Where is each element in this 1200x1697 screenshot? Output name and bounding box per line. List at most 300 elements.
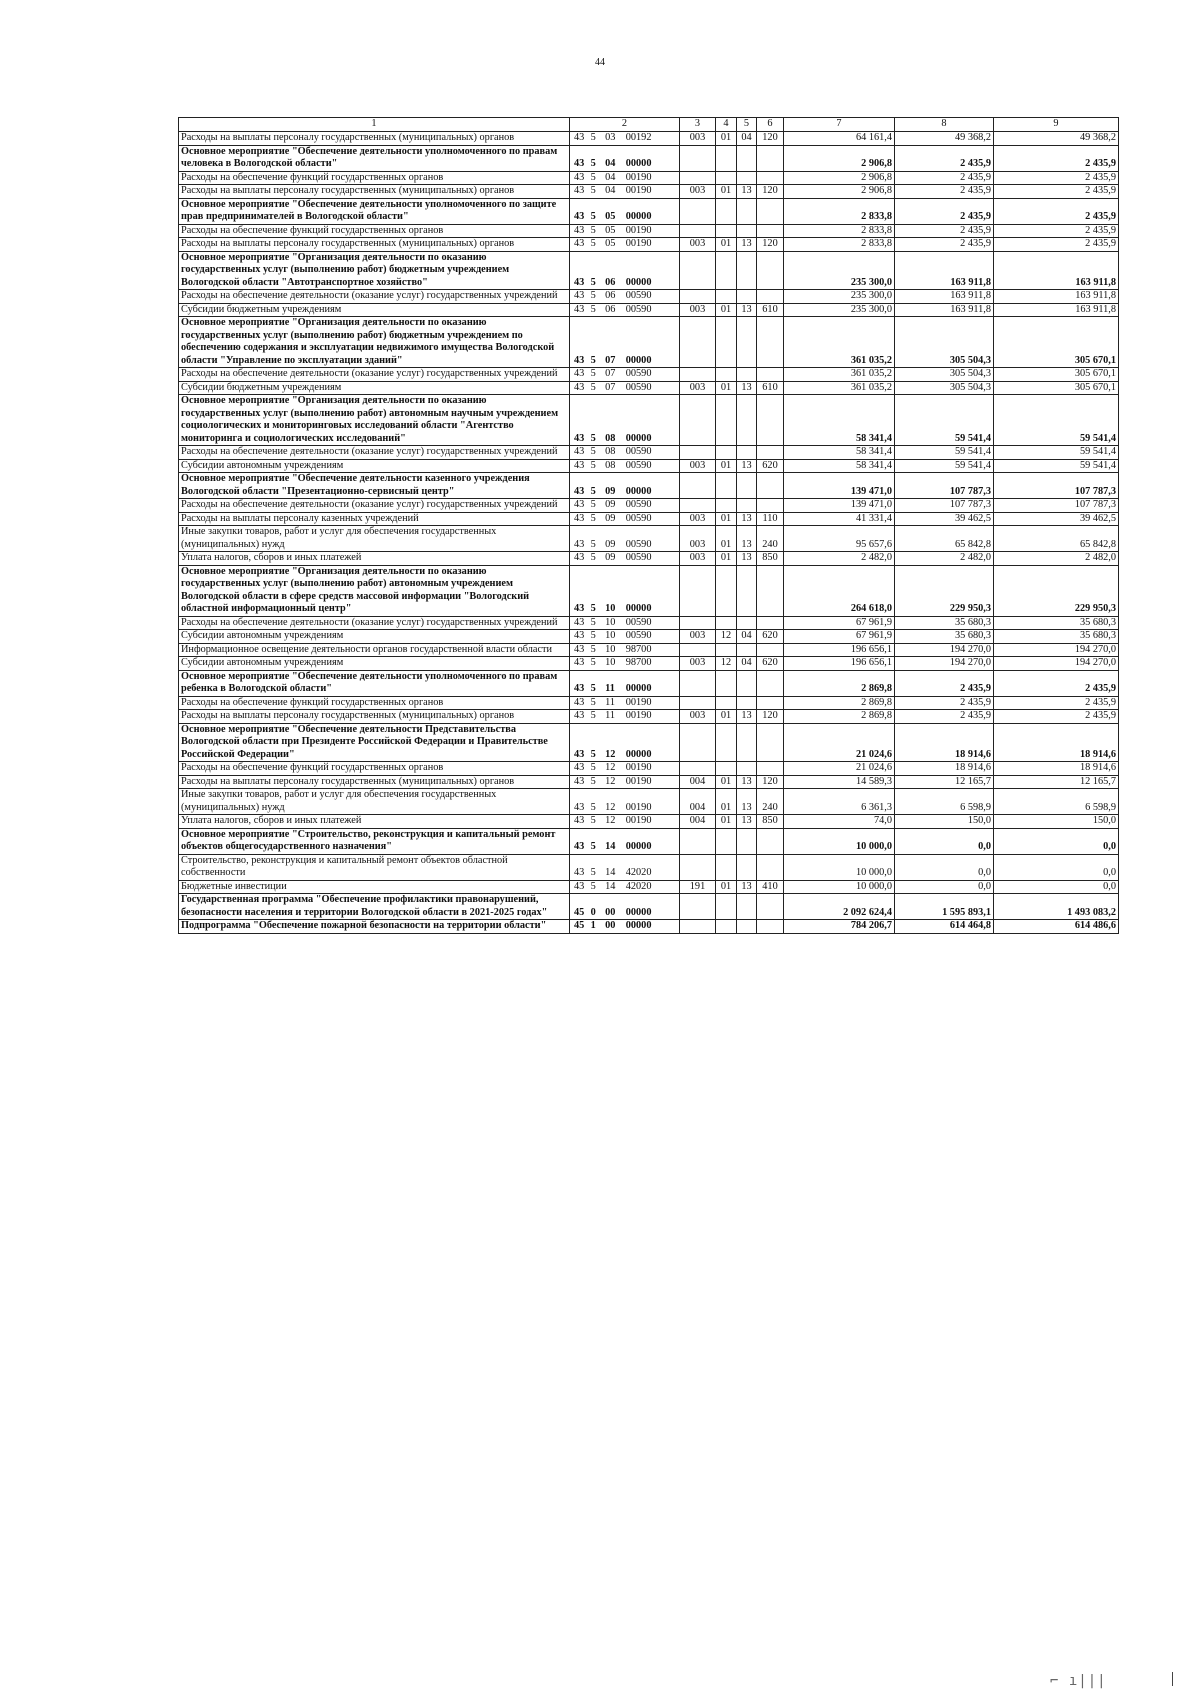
code-subprogram: 5 bbox=[590, 211, 596, 222]
row-code bbox=[570, 710, 680, 724]
code-subprogram: 0 bbox=[590, 906, 596, 918]
row-col-4 bbox=[716, 198, 737, 224]
code-direction: 00000 bbox=[625, 432, 652, 444]
row-value-8: 6 598,9 bbox=[895, 789, 994, 815]
table-row bbox=[179, 303, 1119, 317]
row-col-6 bbox=[757, 368, 784, 382]
code-subprogram: 5 bbox=[590, 815, 596, 826]
table-row bbox=[179, 251, 1119, 290]
header-col-5: 5 bbox=[737, 118, 757, 132]
row-col-3: 003 bbox=[680, 630, 716, 644]
row-code bbox=[570, 854, 680, 880]
row-col-4: 01 bbox=[716, 775, 737, 789]
code-program: 43 bbox=[574, 867, 585, 878]
header-col-2: 2 bbox=[570, 118, 680, 132]
row-name: Бюджетные инвестиции bbox=[179, 880, 570, 894]
row-col-5 bbox=[737, 565, 757, 616]
row-col-3 bbox=[680, 920, 716, 934]
row-value-8: 614 464,8 bbox=[895, 920, 994, 934]
row-col-6: 410 bbox=[757, 880, 784, 894]
scan-mark: ⌐ ı||| bbox=[1050, 1673, 1107, 1689]
row-col-4: 01 bbox=[716, 815, 737, 829]
table-row bbox=[179, 828, 1119, 854]
row-value-9: 305 670,1 bbox=[994, 317, 1119, 368]
code-subprogram: 5 bbox=[590, 630, 596, 641]
row-code bbox=[570, 395, 680, 446]
code-activity: 07 bbox=[605, 354, 616, 366]
row-code bbox=[570, 224, 680, 238]
row-col-5: 13 bbox=[737, 775, 757, 789]
row-name: Государственная программа "Обеспечение профилактики правонарушений, безопасности населения и территории Вологодской области в 2021-2025 годах" bbox=[179, 894, 570, 920]
row-value-7: 2 869,8 bbox=[784, 710, 895, 724]
code-activity: 08 bbox=[605, 432, 616, 444]
table-row bbox=[179, 526, 1119, 552]
table-row bbox=[179, 224, 1119, 238]
header-row bbox=[179, 118, 1119, 132]
row-col-3: 191 bbox=[680, 880, 716, 894]
row-value-9: 150,0 bbox=[994, 815, 1119, 829]
row-col-5: 13 bbox=[737, 552, 757, 566]
row-name: Основное мероприятие "Обеспечение деятельности уполномоченного по правам ребенка в Вологодской области" bbox=[179, 670, 570, 696]
row-col-6: 850 bbox=[757, 815, 784, 829]
row-name: Расходы на обеспечение деятельности (оказание услуг) государственных учреждений bbox=[179, 499, 570, 513]
row-col-3 bbox=[680, 670, 716, 696]
code-subprogram: 5 bbox=[590, 710, 596, 721]
row-value-9: 0,0 bbox=[994, 854, 1119, 880]
row-col-4 bbox=[716, 762, 737, 776]
row-col-4 bbox=[716, 446, 737, 460]
code-subprogram: 5 bbox=[590, 538, 596, 550]
row-value-8: 0,0 bbox=[895, 880, 994, 894]
code-direction: 00190 bbox=[625, 762, 652, 773]
code-program: 43 bbox=[574, 224, 585, 236]
row-value-7: 58 341,4 bbox=[784, 459, 895, 473]
header-col-1: 1 bbox=[179, 118, 570, 132]
row-value-8: 2 435,9 bbox=[895, 224, 994, 238]
row-name: Уплата налогов, сборов и иных платежей bbox=[179, 815, 570, 829]
code-program: 43 bbox=[574, 616, 585, 628]
code-activity: 06 bbox=[605, 276, 616, 288]
header-col-3: 3 bbox=[680, 118, 716, 132]
row-value-9: 18 914,6 bbox=[994, 723, 1119, 762]
code-program: 43 bbox=[574, 603, 585, 614]
code-program: 43 bbox=[574, 368, 585, 379]
row-col-4 bbox=[716, 723, 737, 762]
row-value-7: 2 833,8 bbox=[784, 224, 895, 238]
row-col-3: 003 bbox=[680, 710, 716, 724]
row-code bbox=[570, 696, 680, 710]
row-col-6 bbox=[757, 395, 784, 446]
row-value-9: 163 911,8 bbox=[994, 290, 1119, 304]
row-col-6: 110 bbox=[757, 512, 784, 526]
code-activity: 04 bbox=[605, 185, 616, 196]
row-name: Расходы на обеспечение деятельности (оказание услуг) государственных учреждений bbox=[179, 616, 570, 630]
row-col-6 bbox=[757, 920, 784, 934]
row-code bbox=[570, 616, 680, 630]
code-activity: 11 bbox=[605, 710, 616, 721]
row-name: Расходы на выплаты персоналу государственных (муниципальных) органов bbox=[179, 775, 570, 789]
row-col-4 bbox=[716, 251, 737, 290]
row-value-8: 2 482,0 bbox=[895, 552, 994, 566]
code-program: 43 bbox=[574, 303, 585, 315]
code-activity: 09 bbox=[605, 538, 616, 550]
row-col-5: 13 bbox=[737, 303, 757, 317]
code-direction: 00590 bbox=[625, 459, 652, 471]
code-direction: 00190 bbox=[625, 696, 652, 708]
row-value-9: 0,0 bbox=[994, 828, 1119, 854]
row-col-3 bbox=[680, 446, 716, 460]
row-value-7: 21 024,6 bbox=[784, 723, 895, 762]
row-value-8: 163 911,8 bbox=[895, 303, 994, 317]
row-col-5 bbox=[737, 198, 757, 224]
table-row bbox=[179, 670, 1119, 696]
row-col-4: 01 bbox=[716, 789, 737, 815]
code-activity: 09 bbox=[605, 499, 616, 510]
code-program: 43 bbox=[574, 211, 585, 222]
row-col-6: 120 bbox=[757, 185, 784, 199]
row-col-4 bbox=[716, 565, 737, 616]
row-col-6 bbox=[757, 894, 784, 920]
code-program: 43 bbox=[574, 512, 585, 524]
row-col-4: 01 bbox=[716, 552, 737, 566]
row-code bbox=[570, 775, 680, 789]
row-name: Субсидии бюджетным учреждениям bbox=[179, 303, 570, 317]
row-value-9: 35 680,3 bbox=[994, 616, 1119, 630]
row-code bbox=[570, 145, 680, 171]
row-name: Строительство, реконструкция и капитальный ремонт объектов областной собственности bbox=[179, 854, 570, 880]
row-value-8: 35 680,3 bbox=[895, 616, 994, 630]
code-subprogram: 5 bbox=[590, 368, 596, 379]
row-value-8: 305 504,3 bbox=[895, 381, 994, 395]
code-subprogram: 5 bbox=[590, 512, 596, 524]
row-value-7: 2 906,8 bbox=[784, 171, 895, 185]
row-name: Расходы на выплаты персоналу государственных (муниципальных) органов bbox=[179, 238, 570, 252]
code-subprogram: 5 bbox=[590, 132, 596, 143]
code-activity: 08 bbox=[605, 446, 616, 457]
row-value-8: 2 435,9 bbox=[895, 696, 994, 710]
code-subprogram: 5 bbox=[590, 801, 596, 813]
row-col-4 bbox=[716, 854, 737, 880]
row-col-3 bbox=[680, 828, 716, 854]
row-value-8: 229 950,3 bbox=[895, 565, 994, 616]
row-value-9: 2 435,9 bbox=[994, 710, 1119, 724]
row-value-9: 163 911,8 bbox=[994, 303, 1119, 317]
row-code bbox=[570, 446, 680, 460]
row-col-3: 004 bbox=[680, 789, 716, 815]
row-col-5 bbox=[737, 145, 757, 171]
row-value-7: 2 482,0 bbox=[784, 552, 895, 566]
row-value-8: 65 842,8 bbox=[895, 526, 994, 552]
row-col-3: 003 bbox=[680, 238, 716, 252]
code-activity: 14 bbox=[605, 867, 616, 878]
table-row bbox=[179, 185, 1119, 199]
row-col-6: 620 bbox=[757, 657, 784, 671]
row-col-6: 120 bbox=[757, 710, 784, 724]
row-col-3: 003 bbox=[680, 303, 716, 317]
row-name: Основное мероприятие "Обеспечение деятельности Представительства Вологодской области при Президенте Российской Федерации и Правительстве Российской Федерации" bbox=[179, 723, 570, 762]
row-value-7: 67 961,9 bbox=[784, 630, 895, 644]
row-col-4: 01 bbox=[716, 710, 737, 724]
code-program: 43 bbox=[574, 552, 585, 563]
row-col-4: 01 bbox=[716, 880, 737, 894]
code-activity: 00 bbox=[605, 906, 616, 918]
code-direction: 00590 bbox=[625, 303, 652, 315]
row-col-6: 120 bbox=[757, 132, 784, 146]
row-name: Субсидии автономным учреждениям bbox=[179, 459, 570, 473]
table-row bbox=[179, 630, 1119, 644]
row-col-3: 004 bbox=[680, 775, 716, 789]
row-col-6: 850 bbox=[757, 552, 784, 566]
code-program: 43 bbox=[574, 841, 585, 852]
row-value-7: 41 331,4 bbox=[784, 512, 895, 526]
code-subprogram: 5 bbox=[590, 643, 596, 655]
row-value-9: 614 486,6 bbox=[994, 920, 1119, 934]
row-col-4 bbox=[716, 920, 737, 934]
code-direction: 00190 bbox=[625, 171, 652, 183]
row-code bbox=[570, 815, 680, 829]
row-col-5: 13 bbox=[737, 880, 757, 894]
row-code bbox=[570, 880, 680, 894]
code-program: 45 bbox=[574, 920, 585, 931]
row-value-7: 2 092 624,4 bbox=[784, 894, 895, 920]
table-row bbox=[179, 381, 1119, 395]
row-col-3 bbox=[680, 368, 716, 382]
row-col-4 bbox=[716, 499, 737, 513]
row-col-6: 620 bbox=[757, 459, 784, 473]
row-value-9: 163 911,8 bbox=[994, 251, 1119, 290]
page-number: 44 bbox=[595, 57, 605, 68]
code-direction: 00190 bbox=[625, 710, 652, 721]
table-row bbox=[179, 710, 1119, 724]
code-program: 43 bbox=[574, 354, 585, 366]
row-value-9: 1 493 083,2 bbox=[994, 894, 1119, 920]
row-value-8: 2 435,9 bbox=[895, 171, 994, 185]
row-value-8: 194 270,0 bbox=[895, 643, 994, 657]
code-program: 43 bbox=[574, 657, 585, 668]
row-col-5: 13 bbox=[737, 381, 757, 395]
code-activity: 09 bbox=[605, 485, 616, 497]
row-value-7: 10 000,0 bbox=[784, 854, 895, 880]
row-name: Расходы на выплаты персоналу государственных (муниципальных) органов bbox=[179, 710, 570, 724]
code-program: 43 bbox=[574, 459, 585, 471]
row-col-4 bbox=[716, 224, 737, 238]
row-name: Основное мероприятие "Обеспечение деятельности уполномоченного по защите прав предпринимателей в Вологодской области" bbox=[179, 198, 570, 224]
row-value-8: 163 911,8 bbox=[895, 251, 994, 290]
row-value-9: 6 598,9 bbox=[994, 789, 1119, 815]
table-row bbox=[179, 789, 1119, 815]
row-col-4: 01 bbox=[716, 303, 737, 317]
row-value-9: 2 435,9 bbox=[994, 224, 1119, 238]
row-value-8: 2 435,9 bbox=[895, 145, 994, 171]
row-col-6: 610 bbox=[757, 303, 784, 317]
row-value-9: 59 541,4 bbox=[994, 459, 1119, 473]
row-col-6 bbox=[757, 145, 784, 171]
code-activity: 11 bbox=[605, 683, 615, 694]
code-activity: 07 bbox=[605, 381, 616, 393]
code-direction: 00590 bbox=[625, 512, 652, 524]
row-col-4 bbox=[716, 643, 737, 657]
row-value-7: 2 833,8 bbox=[784, 198, 895, 224]
row-col-4: 12 bbox=[716, 657, 737, 671]
row-code bbox=[570, 762, 680, 776]
row-name: Расходы на обеспечение функций государственных органов bbox=[179, 696, 570, 710]
table-row bbox=[179, 552, 1119, 566]
code-activity: 12 bbox=[605, 748, 616, 760]
code-program: 43 bbox=[574, 748, 585, 760]
row-value-7: 361 035,2 bbox=[784, 317, 895, 368]
code-direction: 00000 bbox=[625, 354, 652, 366]
code-activity: 05 bbox=[605, 238, 616, 249]
code-direction: 98700 bbox=[625, 657, 652, 668]
code-direction: 00190 bbox=[625, 185, 652, 196]
row-col-4 bbox=[716, 368, 737, 382]
table-row bbox=[179, 775, 1119, 789]
row-value-9: 107 787,3 bbox=[994, 473, 1119, 499]
row-value-9: 39 462,5 bbox=[994, 512, 1119, 526]
row-col-4: 01 bbox=[716, 185, 737, 199]
row-col-3 bbox=[680, 290, 716, 304]
row-value-7: 74,0 bbox=[784, 815, 895, 829]
row-col-3 bbox=[680, 198, 716, 224]
code-activity: 10 bbox=[605, 657, 616, 668]
row-col-4 bbox=[716, 171, 737, 185]
table-row bbox=[179, 854, 1119, 880]
row-value-9: 18 914,6 bbox=[994, 762, 1119, 776]
row-col-4 bbox=[716, 670, 737, 696]
code-program: 43 bbox=[574, 381, 585, 393]
row-value-8: 0,0 bbox=[895, 854, 994, 880]
row-value-7: 2 833,8 bbox=[784, 238, 895, 252]
row-col-6: 610 bbox=[757, 381, 784, 395]
row-col-4: 12 bbox=[716, 630, 737, 644]
row-col-6 bbox=[757, 565, 784, 616]
code-activity: 08 bbox=[605, 459, 616, 471]
row-col-5: 13 bbox=[737, 238, 757, 252]
row-value-7: 64 161,4 bbox=[784, 132, 895, 146]
row-name: Субсидии автономным учреждениям bbox=[179, 630, 570, 644]
row-value-9: 2 482,0 bbox=[994, 552, 1119, 566]
code-program: 43 bbox=[574, 238, 585, 249]
row-value-9: 2 435,9 bbox=[994, 185, 1119, 199]
code-subprogram: 5 bbox=[590, 657, 596, 668]
row-code bbox=[570, 828, 680, 854]
code-activity: 04 bbox=[605, 171, 616, 183]
row-value-8: 194 270,0 bbox=[895, 657, 994, 671]
row-value-9: 229 950,3 bbox=[994, 565, 1119, 616]
budget-table bbox=[178, 117, 1119, 934]
row-value-9: 2 435,9 bbox=[994, 670, 1119, 696]
table-row bbox=[179, 815, 1119, 829]
table-row bbox=[179, 198, 1119, 224]
code-activity: 14 bbox=[605, 880, 616, 892]
code-program: 43 bbox=[574, 815, 585, 826]
row-value-9: 2 435,9 bbox=[994, 145, 1119, 171]
row-col-5 bbox=[737, 290, 757, 304]
code-subprogram: 1 bbox=[590, 920, 596, 931]
row-value-8: 2 435,9 bbox=[895, 670, 994, 696]
code-direction: 00590 bbox=[625, 446, 652, 457]
row-code bbox=[570, 185, 680, 199]
row-value-7: 6 361,3 bbox=[784, 789, 895, 815]
row-value-7: 235 300,0 bbox=[784, 303, 895, 317]
row-value-7: 2 906,8 bbox=[784, 185, 895, 199]
row-code bbox=[570, 251, 680, 290]
row-value-7: 2 869,8 bbox=[784, 670, 895, 696]
row-col-3 bbox=[680, 854, 716, 880]
row-value-9: 2 435,9 bbox=[994, 238, 1119, 252]
code-direction: 00590 bbox=[625, 290, 652, 301]
row-name: Расходы на обеспечение функций государственных органов bbox=[179, 171, 570, 185]
code-activity: 03 bbox=[605, 132, 616, 143]
row-col-4 bbox=[716, 317, 737, 368]
code-direction: 00192 bbox=[625, 132, 652, 143]
row-col-4 bbox=[716, 290, 737, 304]
row-col-3 bbox=[680, 894, 716, 920]
row-value-8: 163 911,8 bbox=[895, 290, 994, 304]
row-col-3 bbox=[680, 762, 716, 776]
row-col-4: 01 bbox=[716, 238, 737, 252]
code-direction: 00190 bbox=[625, 775, 652, 787]
row-value-9: 65 842,8 bbox=[994, 526, 1119, 552]
code-subprogram: 5 bbox=[590, 775, 596, 787]
code-program: 43 bbox=[574, 432, 585, 444]
code-subprogram: 5 bbox=[590, 867, 596, 878]
table-row bbox=[179, 132, 1119, 146]
row-col-3 bbox=[680, 395, 716, 446]
row-value-8: 305 504,3 bbox=[895, 317, 994, 368]
code-direction: 00000 bbox=[625, 211, 652, 222]
code-direction: 00190 bbox=[625, 815, 652, 826]
code-direction: 00590 bbox=[625, 368, 652, 379]
row-value-9: 2 435,9 bbox=[994, 171, 1119, 185]
row-value-7: 2 869,8 bbox=[784, 696, 895, 710]
table-row bbox=[179, 643, 1119, 657]
row-col-5: 13 bbox=[737, 789, 757, 815]
code-program: 43 bbox=[574, 762, 585, 773]
code-direction: 00590 bbox=[625, 538, 652, 550]
table-row bbox=[179, 920, 1119, 934]
code-subprogram: 5 bbox=[590, 354, 596, 366]
code-program: 43 bbox=[574, 801, 585, 813]
row-name: Уплата налогов, сборов и иных платежей bbox=[179, 552, 570, 566]
table-row bbox=[179, 762, 1119, 776]
row-col-3 bbox=[680, 643, 716, 657]
row-value-9: 35 680,3 bbox=[994, 630, 1119, 644]
row-col-5: 04 bbox=[737, 132, 757, 146]
code-activity: 04 bbox=[605, 158, 616, 169]
code-direction: 98700 bbox=[625, 643, 652, 655]
row-value-7: 21 024,6 bbox=[784, 762, 895, 776]
row-col-5 bbox=[737, 473, 757, 499]
code-program: 43 bbox=[574, 683, 585, 694]
row-col-4: 01 bbox=[716, 512, 737, 526]
code-subprogram: 5 bbox=[590, 603, 596, 614]
row-code bbox=[570, 381, 680, 395]
row-value-7: 235 300,0 bbox=[784, 251, 895, 290]
row-value-7: 235 300,0 bbox=[784, 290, 895, 304]
code-subprogram: 5 bbox=[590, 696, 596, 708]
row-col-3: 003 bbox=[680, 552, 716, 566]
row-col-3: 003 bbox=[680, 459, 716, 473]
row-value-7: 196 656,1 bbox=[784, 657, 895, 671]
row-value-8: 12 165,7 bbox=[895, 775, 994, 789]
row-col-6 bbox=[757, 224, 784, 238]
table-row bbox=[179, 446, 1119, 460]
row-value-8: 35 680,3 bbox=[895, 630, 994, 644]
table-row bbox=[179, 499, 1119, 513]
table-row bbox=[179, 290, 1119, 304]
code-subprogram: 5 bbox=[590, 841, 596, 852]
